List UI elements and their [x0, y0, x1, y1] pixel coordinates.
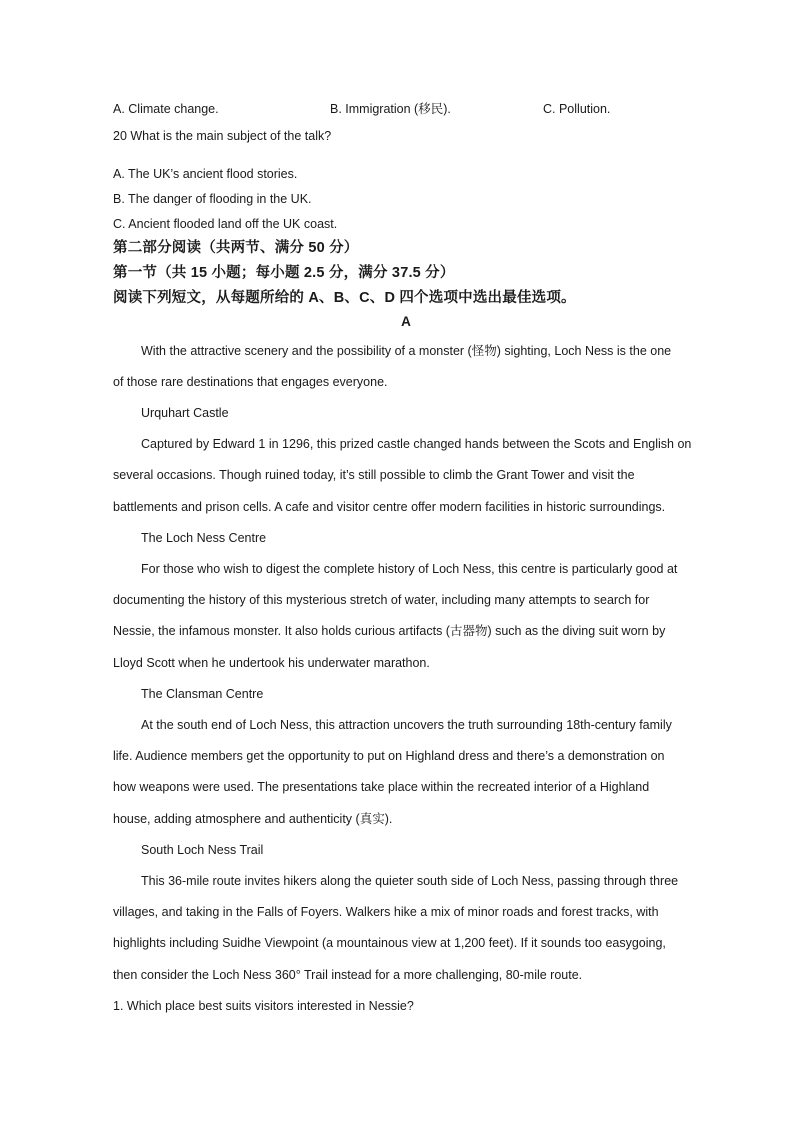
instruction-heading: 阅读下列短文，从每题所给的 A、B、C、D 四个选项中选出最佳选项。 — [113, 290, 576, 306]
q19-option-a: A. Climate change. — [113, 102, 219, 116]
lochness-line: Nessie, the infamous monster. It also holds curious artifacts (古器物) such as the diving suit worn by — [113, 624, 666, 638]
trail-line: This 36-mile route invites hikers along the quieter south side of Loch Ness, passing through three — [141, 874, 679, 888]
q19-option-c: C. Pollution. — [543, 102, 611, 116]
clansman-line: how weapons were used. The presentations take place within the recreated interior of a Highland — [113, 780, 650, 794]
trail-line: villages, and taking in the Falls of Foyers. Walkers hike a mix of minor roads and forest tracks, with — [113, 905, 659, 919]
question-1: 1. Which place best suits visitors interested in Nessie? — [113, 999, 414, 1013]
trail-title: South Loch Ness Trail — [141, 843, 264, 857]
passage-label: A — [401, 314, 411, 329]
trail-line: then consider the Loch Ness 360° Trail instead for a more challenging, 80-mile route. — [113, 968, 583, 982]
clansman-line: At the south end of Loch Ness, this attraction uncovers the truth surrounding 18th-century family — [141, 718, 672, 732]
q20-question: 20 What is the main subject of the talk? — [113, 129, 332, 143]
part-heading: 第二部分阅读（共两节、满分 50 分） — [113, 240, 359, 256]
lochness-line: Lloyd Scott when he undertook his underwater marathon. — [113, 656, 430, 670]
lochness-line: documenting the history of this mysterious stretch of water, including many attempts to search for — [113, 593, 650, 607]
clansman-title: The Clansman Centre — [141, 687, 264, 701]
lochness-line: For those who wish to digest the complete history of Loch Ness, this centre is particularly good at — [141, 562, 678, 576]
urquhart-line: Captured by Edward 1 in 1296, this prized castle changed hands between the Scots and English on — [141, 437, 692, 451]
clansman-line: life. Audience members get the opportunity to put on Highland dress and there’s a demonstration on — [113, 749, 665, 763]
clansman-line: house, adding atmosphere and authenticity (真实). — [113, 812, 393, 826]
q19-option-b: B. Immigration (移民). — [330, 102, 451, 116]
urquhart-title: Urquhart Castle — [141, 406, 229, 420]
lochness-title: The Loch Ness Centre — [141, 531, 267, 545]
urquhart-line: battlements and prison cells. A cafe and visitor centre offer modern facilities in historic surroundings. — [113, 500, 666, 514]
trail-line: highlights including Suidhe Viewpoint (a mountainous view at 1,200 feet). If it sounds too easygoing, — [113, 936, 666, 950]
q20-option-c: C. Ancient flooded land off the UK coast. — [113, 217, 338, 231]
intro-line: With the attractive scenery and the possibility of a monster (怪物) sighting, Loch Ness is the one — [141, 344, 672, 358]
q20-option-b: B. The danger of flooding in the UK. — [113, 192, 312, 206]
q20-option-a: A. The UK’s ancient flood stories. — [113, 167, 298, 181]
urquhart-line: several occasions. Though ruined today, it’s still possible to climb the Grant Tower and visit the — [113, 468, 635, 482]
intro-line: of those rare destinations that engages everyone. — [113, 375, 388, 389]
section-heading: 第一节（共 15 小题；每小题 2.5 分，满分 37.5 分） — [113, 265, 455, 281]
